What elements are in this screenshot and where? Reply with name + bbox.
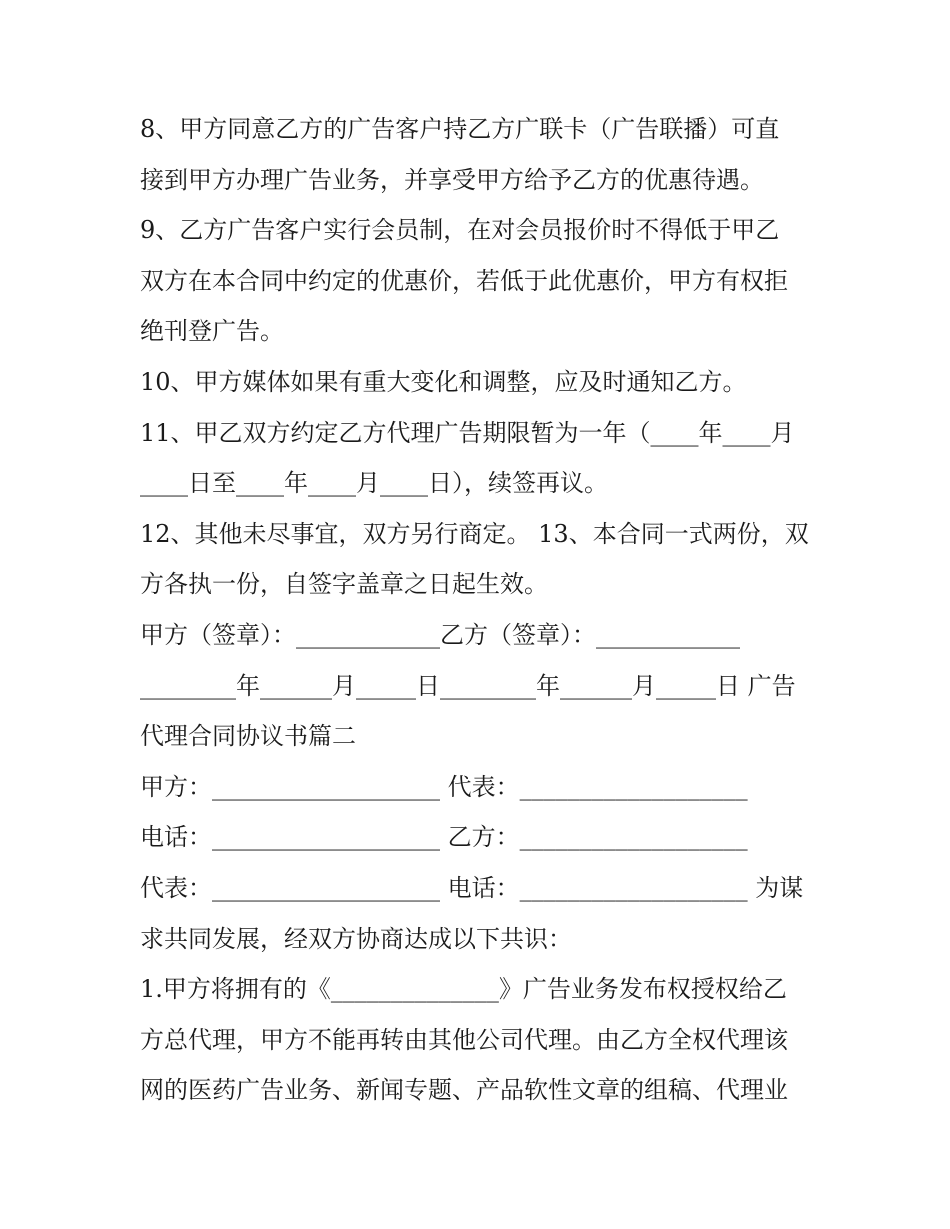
text-line: 11、甲乙双方约定乙方代理广告期限暂为一年（____年____月 (140, 418, 795, 447)
party-line: 代表：___________________ 电话：___________________ 为谋 (140, 873, 804, 902)
text-line: 8、甲方同意乙方的广告客户持乙方广联卡（广告联播）可直 (140, 115, 780, 143)
text-line: 9、乙方广告客户实行会员制，在对会员报价时不得低于甲乙 (140, 216, 780, 245)
party-line: 电话：___________________ 乙方：___________________ (140, 823, 748, 852)
party-line: 甲方：___________________ 代表：___________________ (140, 772, 748, 801)
text-line: 绝刊登广告。 (140, 317, 284, 346)
text-line: 方总代理，甲方不能再转由其他公司代理。由乙方全权代理该 (140, 1025, 788, 1054)
text-line: 12、其他未尽事宜，双方另行商定。 13、本合同一式两份，双 (140, 519, 809, 548)
signature-line: 甲方（签章）：____________乙方（签章）：____________ (140, 620, 740, 649)
text-line: 1.甲方将拥有的《______________》广告业务发布权授权给乙 (140, 975, 787, 1004)
text-line: ____日至____年____月____日），续签再议。 (140, 469, 608, 498)
document-body (140, 104, 815, 1116)
text-line: 接到甲方办理广告业务，并享受甲方给予乙方的优惠待遇。 (140, 165, 764, 194)
date-line: ________年______月_____日________年______月_____日 广告 (140, 671, 796, 700)
section-title: 代理合同协议书篇二 (140, 722, 356, 751)
text-line: 方各执一份，自签字盖章之日起生效。 (140, 570, 548, 599)
text-line: 求共同发展，经双方协商达成以下共识： (140, 924, 572, 953)
text-line: 双方在本合同中约定的优惠价，若低于此优惠价，甲方有权拒 (140, 266, 788, 295)
text-line: 10、甲方媒体如果有重大变化和调整，应及时通知乙方。 (140, 367, 747, 396)
text-line: 网的医药广告业务、新闻专题、产品软性文章的组稿、代理业 (140, 1076, 788, 1105)
